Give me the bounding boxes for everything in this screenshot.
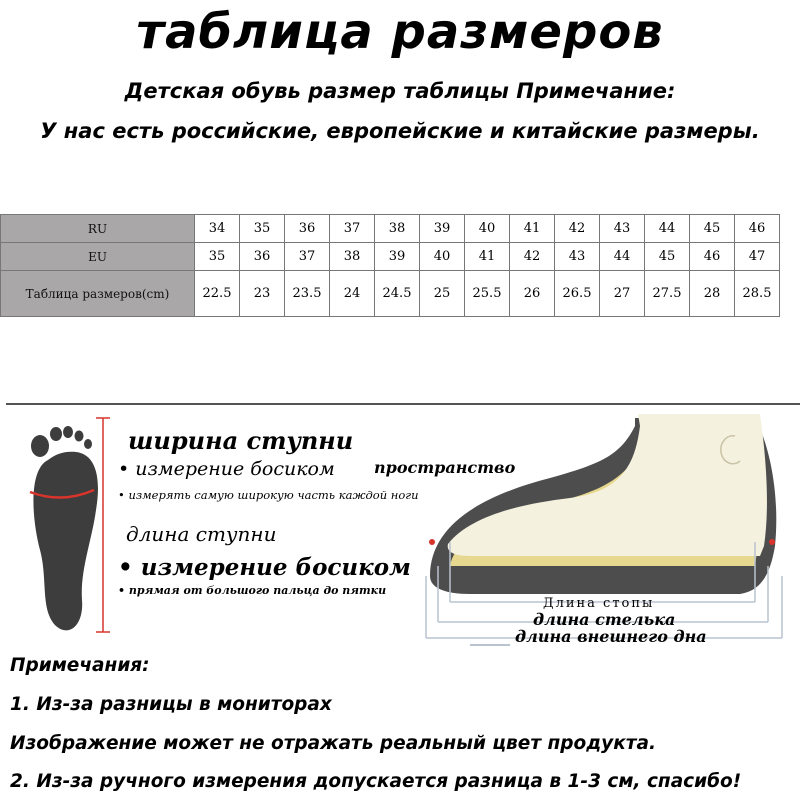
table-cell: 23 (240, 271, 285, 317)
table-cell: 28.5 (735, 271, 780, 317)
table-cell: 34 (195, 215, 240, 243)
notes-heading: Примечания: (10, 655, 150, 676)
table-cell: 38 (375, 215, 420, 243)
table-row (1, 243, 780, 271)
table-cell: 41 (465, 243, 510, 271)
table-cell: 43 (555, 243, 600, 271)
table-cell: 27 (600, 271, 645, 317)
table-cell: 35 (240, 215, 285, 243)
table-cell: 22.5 (195, 271, 240, 317)
table-cell: 46 (735, 215, 780, 243)
table-cell: 46 (690, 243, 735, 271)
notes-line-1: 1. Из-за разницы в мониторах (10, 694, 332, 715)
table-cell: 42 (555, 215, 600, 243)
table-row (1, 271, 780, 317)
table-cell: 47 (735, 243, 780, 271)
table-cell: 24.5 (375, 271, 420, 317)
table-cell: 37 (330, 215, 375, 243)
section-divider (6, 403, 800, 405)
table-row (1, 215, 780, 243)
table-cell: 37 (285, 243, 330, 271)
size-table (0, 214, 780, 317)
row-header: RU (1, 215, 195, 243)
foot-length-note: • прямая от большого пальца до пятки (118, 584, 387, 597)
foot-sole-illustration (18, 410, 118, 638)
page-title: таблица размеров (136, 4, 664, 60)
table-cell: 36 (285, 215, 330, 243)
table-cell: 27.5 (645, 271, 690, 317)
table-cell: 25 (420, 271, 465, 317)
table-cell: 45 (690, 215, 735, 243)
table-cell: 26.5 (555, 271, 600, 317)
row-header: Таблица размеров(cm) (1, 271, 195, 317)
table-cell: 26 (510, 271, 555, 317)
table-cell: 44 (600, 243, 645, 271)
table-cell: 44 (645, 215, 690, 243)
subtitle-line-2: У нас есть российские, европейские и китайские размеры. (40, 119, 760, 143)
outsole-length-label: длина внешнего дна (515, 627, 707, 646)
foot-length-label: Длина стопы (543, 596, 655, 611)
space-label: пространство (374, 458, 516, 477)
table-cell: 38 (330, 243, 375, 271)
table-cell: 23.5 (285, 271, 330, 317)
subtitle-line-1: Детская обувь размер таблицы Примечание: (124, 79, 676, 103)
table-cell: 36 (240, 243, 285, 271)
table-cell: 25.5 (465, 271, 510, 317)
table-cell: 40 (465, 215, 510, 243)
foot-length-title: длина ступни (126, 522, 277, 546)
table-cell: 40 (420, 243, 465, 271)
table-cell: 43 (600, 215, 645, 243)
table-cell: 35 (195, 243, 240, 271)
table-cell: 24 (330, 271, 375, 317)
foot-width-barefoot: • измерение босиком (118, 458, 335, 480)
foot-length-barefoot: • измерение босиком (118, 554, 411, 581)
table-cell: 39 (420, 215, 465, 243)
foot-width-note: • измерять самую широкую часть каждой ноги (118, 488, 419, 502)
table-cell: 28 (690, 271, 735, 317)
insole-length-label: длина стелька (533, 610, 676, 629)
table-cell: 42 (510, 243, 555, 271)
row-header: EU (1, 243, 195, 271)
table-cell: 39 (375, 243, 420, 271)
table-cell: 41 (510, 215, 555, 243)
notes-line-2: Изображение может не отражать реальный цвет продукта. (10, 733, 657, 754)
foot-width-title: ширина ступни (128, 426, 354, 455)
table-cell: 45 (645, 243, 690, 271)
notes-line-3: 2. Из-за ручного измерения допускается разница в 1-3 см, спасибо! (10, 771, 742, 792)
